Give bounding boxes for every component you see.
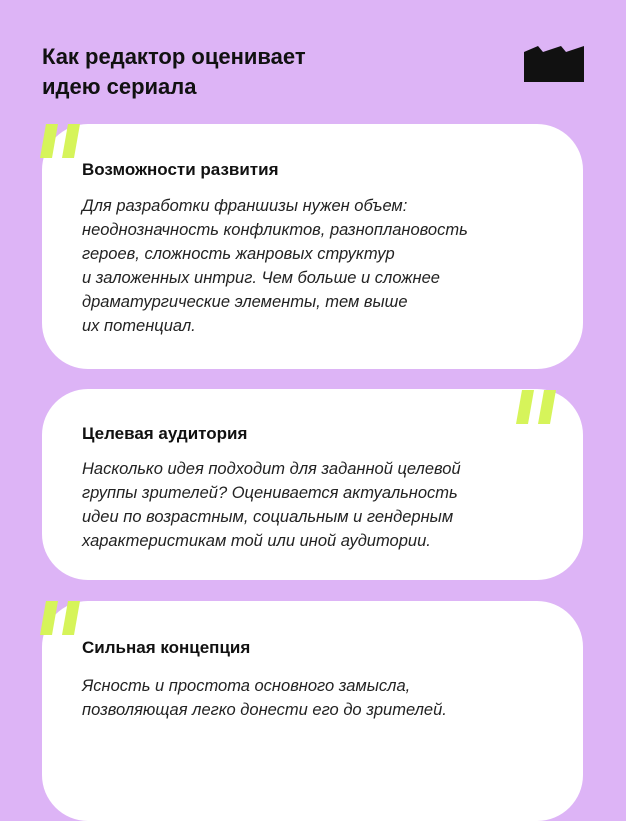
- brand-logo-icon: [524, 46, 584, 82]
- page-title: Как редактор оценивает идею сериала: [42, 44, 306, 99]
- quote-mark-icon: [40, 124, 84, 158]
- card-body: Насколько идея подходит для заданной целевой группы зрителей? Оценивается актуальность идеи по возрастным, социальным и гендерным характеристикам той или иной аудитории.: [82, 460, 461, 550]
- quote-mark-icon: [516, 390, 560, 424]
- card-concept: [42, 601, 583, 821]
- quote-mark-icon: [40, 601, 84, 635]
- card-heading: Возможности развития: [82, 160, 279, 179]
- card-audience: [42, 389, 583, 580]
- card-development: [42, 124, 583, 369]
- card-body: Для разработки франшизы нужен объем: неоднозначность конфликтов, разноплановость героев, сложность жанровых структур и заложенных интриг. Чем больше и сложнее драматургические элементы, тем выше их потенциал.: [82, 197, 468, 335]
- card-body: Ясность и простота основного замысла, позволяющая легко донести его до зрителей.: [82, 677, 447, 719]
- card-heading: Сильная концепция: [82, 638, 251, 657]
- card-heading: Целевая аудитория: [82, 424, 248, 443]
